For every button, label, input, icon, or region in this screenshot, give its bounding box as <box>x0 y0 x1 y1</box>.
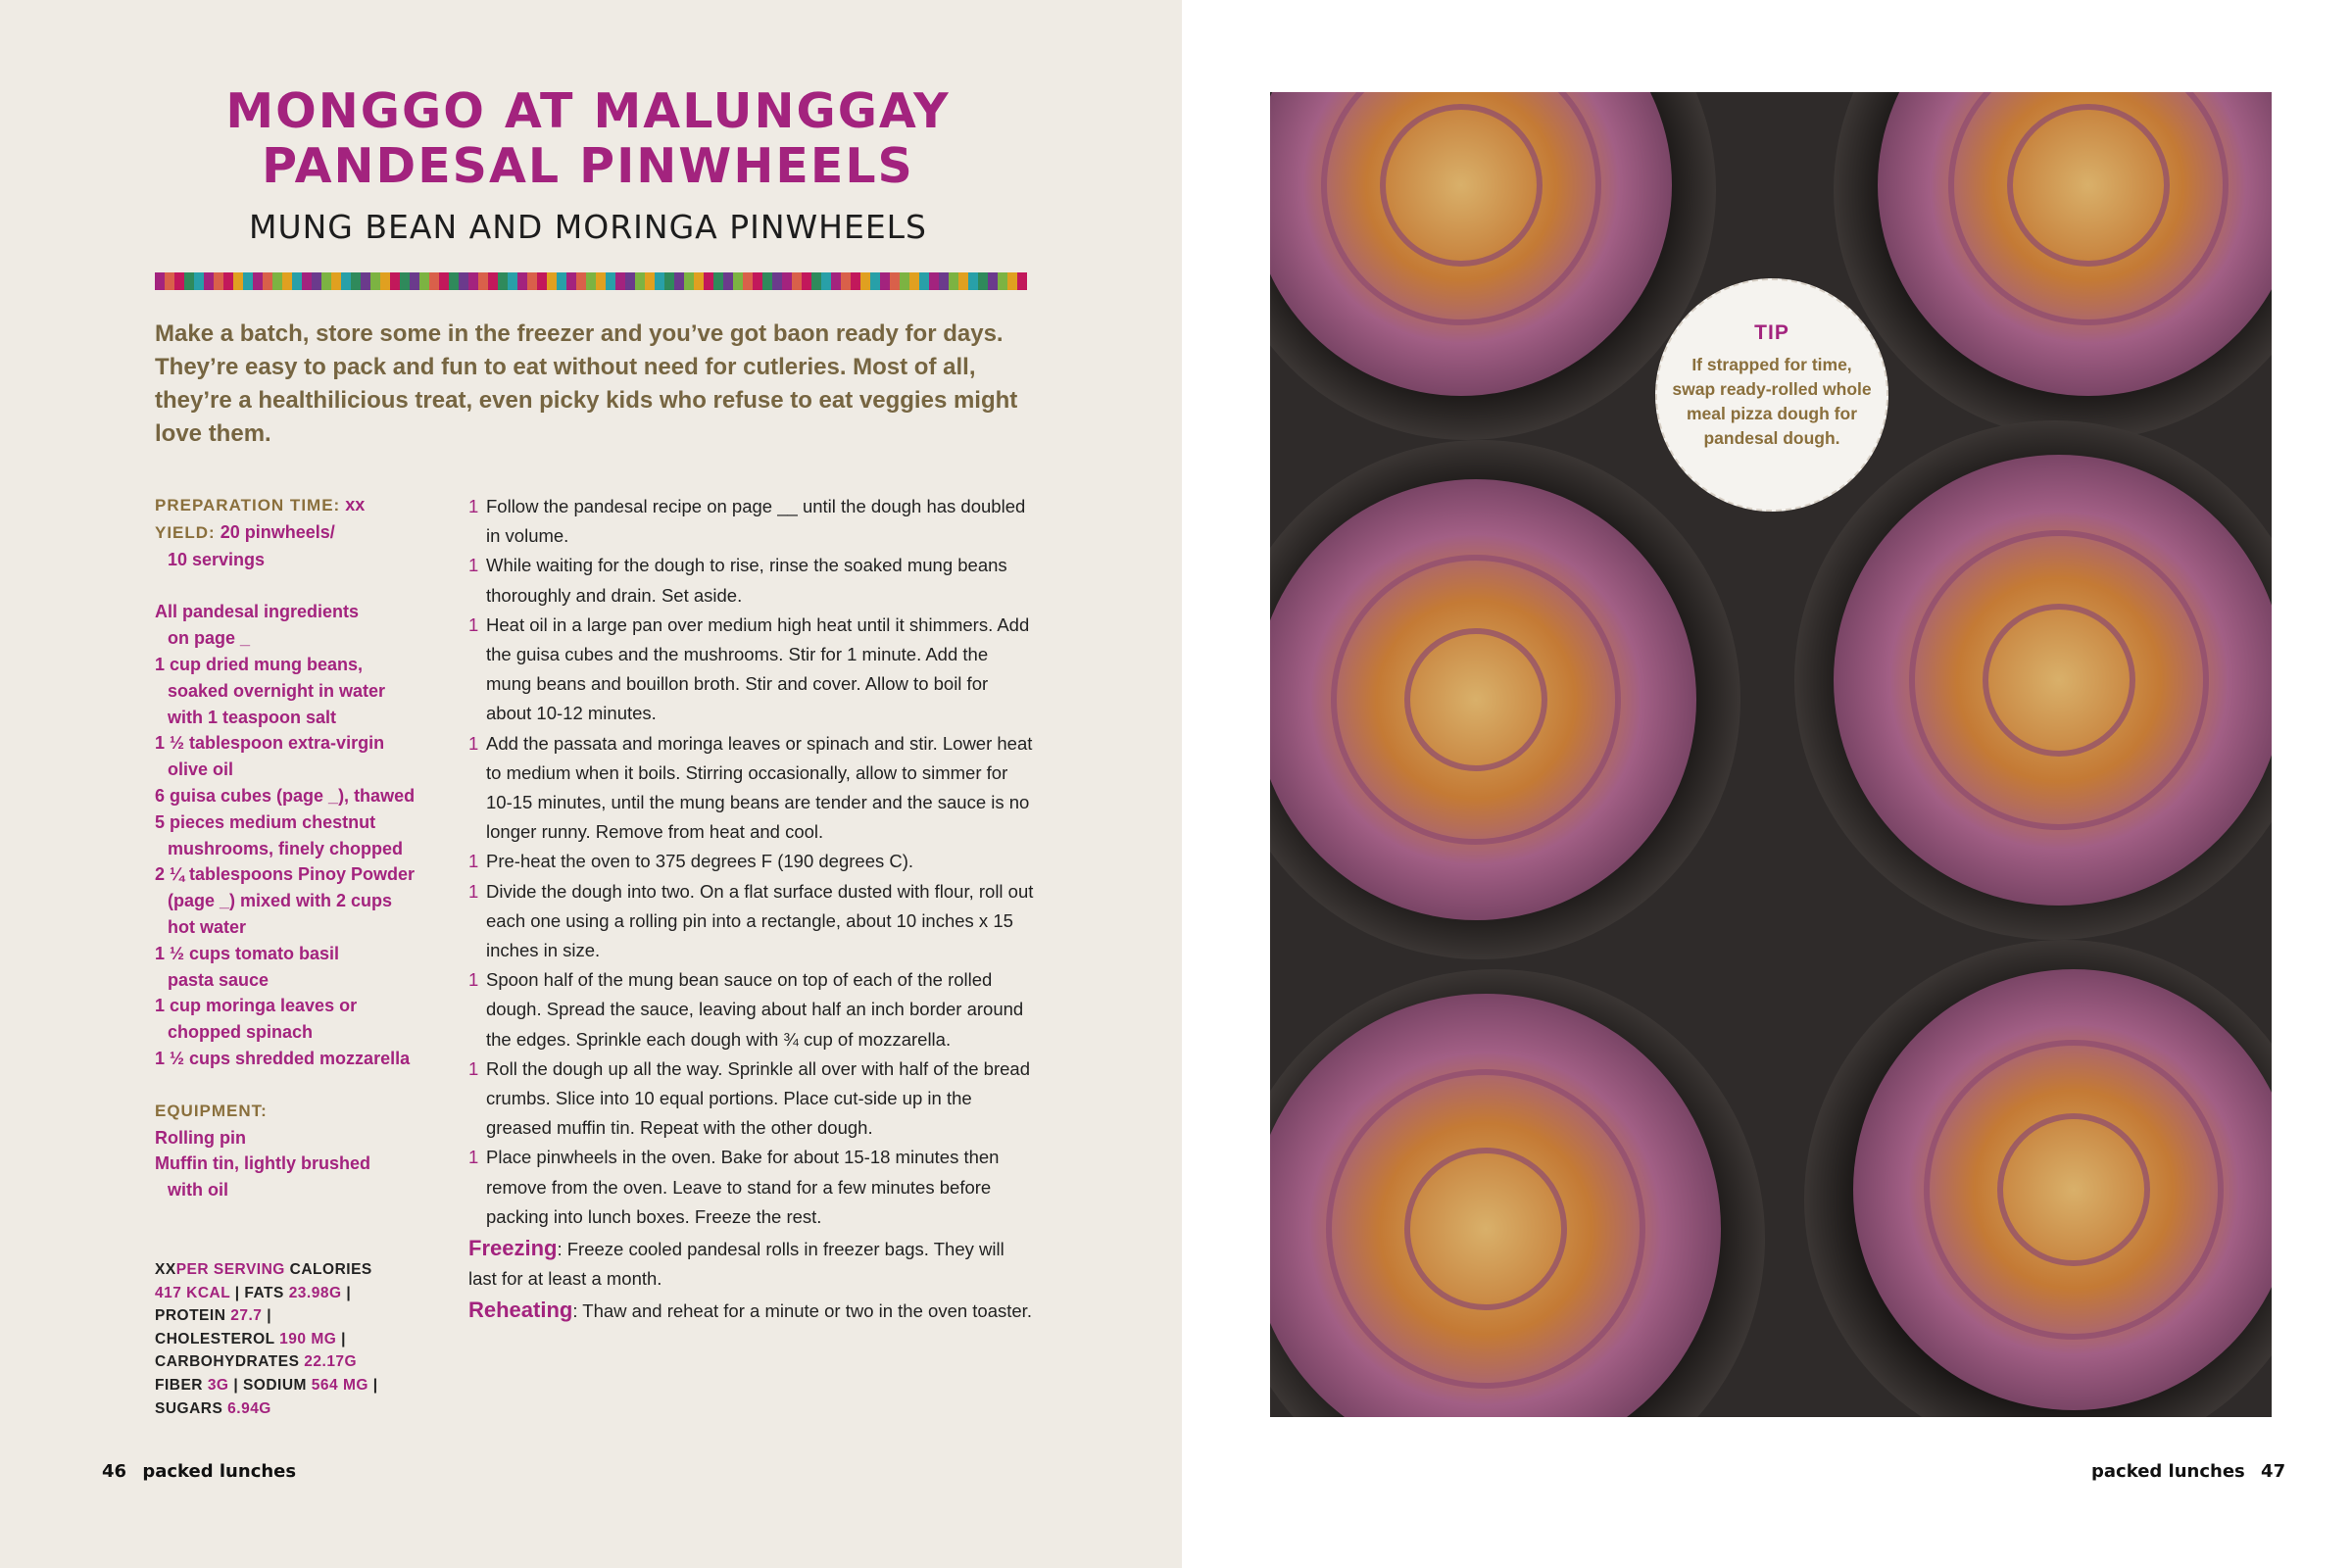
step-text: While waiting for the dough to rise, rinse the soaked mung beans thoroughly and drain. Set aside. <box>486 555 1007 606</box>
ingredient-line: 1 ½ cups shredded mozzarella <box>155 1048 411 1068</box>
nutrition-per-serving: PER SERVING <box>175 1261 285 1278</box>
equipment-line: Rolling pin <box>155 1127 246 1148</box>
ingredient-line: 6 guisa cubes (page _), thawed <box>155 785 416 806</box>
cholesterol-value: 190 MG <box>279 1330 337 1348</box>
tip-text: If strapped for time, swap ready-rolled whole meal pizza dough for pandesal dough. <box>1672 355 1872 448</box>
recipe-title-line-1: MONGGO AT MALUNGGAY <box>225 83 951 139</box>
nutrition-prefix: XX <box>155 1261 176 1278</box>
step-number: 1 <box>468 496 479 516</box>
nutrition-panel: XXPER SERVING CALORIES 417 KCAL | FATS 23.98G | PROTEIN 27.7 | CHOLESTEROL 190 MG | CARBOHYDRATES 22.17G FIBER 3G | SODIUM 564 MG | SUGARS 6.94G <box>155 1261 378 1417</box>
freezing-label: Freezing <box>468 1236 558 1261</box>
sodium-label: SODIUM <box>242 1376 307 1394</box>
recipe-title-line-2: PANDESAL PINWHEELS <box>262 138 914 194</box>
page-number-right: 47 <box>2261 1461 2286 1482</box>
ingredient-line: 1 cup moringa leaves or <box>155 996 358 1016</box>
step-number: 1 <box>468 969 479 991</box>
method-step <box>468 847 1037 876</box>
recipe-subtitle: MUNG BEAN AND MORINGA PINWHEELS <box>249 208 927 246</box>
equipment-line-cont: with oil <box>168 1180 228 1200</box>
fats-value: 23.98G <box>288 1284 342 1301</box>
yield-value: 20 pinwheels/ <box>220 521 335 542</box>
running-footer-right: packed lunches <box>2091 1461 2245 1482</box>
recipe-title <box>147 84 1029 194</box>
page-number-left: 46 <box>102 1461 127 1482</box>
carbs-value: 22.17G <box>304 1353 358 1371</box>
sugars-value: 6.94G <box>227 1399 271 1417</box>
ingredient-line: 2 ¼ tablespoons Pinoy Powder <box>155 864 416 885</box>
step-number: 1 <box>468 880 479 902</box>
freezing-text: : Freeze cooled pandesal rolls in freezer bags. They will last for at least a month. <box>468 1239 1004 1290</box>
carbs-label: CARBOHYDRATES <box>155 1353 300 1371</box>
method-step <box>468 1143 1037 1232</box>
ingredient-line-cont: hot water <box>168 916 247 937</box>
prep-time-label: PREPARATION TIME: <box>155 496 341 514</box>
reheating-label: Reheating <box>468 1298 573 1323</box>
method-step <box>468 729 1037 848</box>
step-number: 1 <box>468 613 479 635</box>
protein-value: 27.7 <box>230 1307 263 1325</box>
equipment-line: Muffin tin, lightly brushed <box>155 1153 370 1174</box>
step-text: Place pinwheels in the oven. Bake for about 15-18 minutes then remove from the oven. Leave to stand for a few minutes before packing into lunch boxes. Freeze the rest. <box>486 1147 1000 1227</box>
ingredients-sidebar <box>155 492 449 1203</box>
step-number: 1 <box>468 851 479 872</box>
ingredient-line: All pandesal ingredients <box>155 602 360 622</box>
ingredient-line-cont: chopped spinach <box>168 1022 314 1043</box>
method-step <box>468 1054 1037 1144</box>
cholesterol-label: CHOLESTEROL <box>155 1330 275 1348</box>
prep-time-value: xx <box>345 495 366 514</box>
step-text: Pre-heat the oven to 375 degrees F (190 degrees C). <box>486 851 914 872</box>
method-step <box>468 492 1037 551</box>
step-text: Add the passata and moringa leaves or spinach and stir. Lower heat to medium when it boils. Stirring occasionally, allow to simmer for 10-15 minutes, until the mung beans are tender and the sauce is no longer runny. Remove from heat and cool. <box>486 732 1033 843</box>
yield <box>155 519 449 547</box>
step-number: 1 <box>468 555 479 576</box>
method-step <box>468 877 1037 966</box>
step-text: Follow the pandesal recipe on page __ until the dough has doubled in volume. <box>486 496 1026 547</box>
ingredient-line-cont: soaked overnight in water <box>168 680 386 701</box>
ingredient-line-cont: (page _) mixed with 2 cups <box>168 891 393 911</box>
prep-time <box>155 492 449 519</box>
tip-title: TIP <box>1754 321 1789 344</box>
ingredient-line: 5 pieces medium chestnut <box>155 811 376 832</box>
fats-label: FATS <box>244 1284 284 1301</box>
ingredient-line-cont: mushrooms, finely chopped <box>168 838 404 858</box>
sodium-value: 564 MG <box>311 1376 368 1394</box>
reheating-text: : Thaw and reheat for a minute or two in the oven toaster. <box>572 1300 1032 1322</box>
ingredients-list <box>155 599 449 1071</box>
yield-value-cont: 10 servings <box>168 549 266 569</box>
equipment-list <box>155 1125 449 1203</box>
ingredient-line-cont: with 1 teaspoon salt <box>168 707 337 727</box>
method-step <box>468 611 1037 729</box>
ingredient-line-cont: olive oil <box>168 760 234 780</box>
method-step <box>468 965 1037 1054</box>
running-footer-left: packed lunches <box>142 1461 297 1482</box>
reheating-note <box>468 1296 1037 1326</box>
calories-label: CALORIES <box>289 1261 372 1278</box>
step-text: Spoon half of the mung bean sauce on top of each of the rolled dough. Spread the sauce, leaving about half an inch border around the edges. Sprinkle each dough with ¾ cup of mozzarella. <box>486 969 1024 1050</box>
ingredient-line: 1 ½ cups tomato basil <box>155 943 340 963</box>
folio-right <box>2091 1461 2295 1482</box>
step-number: 1 <box>468 732 479 754</box>
decorative-pattern-band <box>155 272 1027 290</box>
equipment-label: EQUIPMENT: <box>155 1101 268 1120</box>
fiber-label: FIBER <box>155 1376 203 1394</box>
yield-label: YIELD: <box>155 522 216 542</box>
step-number: 1 <box>468 1147 479 1168</box>
ingredient-line: 1 cup dried mung beans, <box>155 654 364 674</box>
sugars-label: SUGARS <box>155 1399 223 1417</box>
ingredient-line-cont: on page _ <box>168 628 251 649</box>
intro-paragraph: Make a batch, store some in the freezer and you’ve got baon ready for days. They’re easy to pack and fun to eat without need for cutleries. Most of all, they’re a healthilicious treat, even picky kids who refuse to eat veggies might love them. <box>155 320 1018 447</box>
method-step <box>468 551 1037 610</box>
freezing-note <box>468 1234 1037 1294</box>
step-number: 1 <box>468 1057 479 1079</box>
step-text: Divide the dough into two. On a flat surface dusted with flour, roll out each one using a rolling pin into a rectangle, about 10 inches x 15 inches in size. <box>486 880 1034 961</box>
step-text: Heat oil in a large pan over medium high heat until it shimmers. Add the guisa cubes and the mushrooms. Stir for 1 minute. Add the mung beans and bouillon broth. Stir and cover. Allow to boil for about 10-12 minutes. <box>486 613 1030 724</box>
ingredient-line-cont: pasta sauce <box>168 969 270 990</box>
method-column <box>468 492 1037 1327</box>
calories-value: 417 KCAL <box>155 1284 230 1301</box>
tip-callout <box>1655 278 1888 512</box>
fiber-value: 3G <box>207 1376 229 1394</box>
ingredient-line: 1 ½ tablespoon extra-virgin <box>155 733 385 754</box>
method-steps <box>468 492 1037 1232</box>
folio-left <box>92 1461 296 1482</box>
protein-label: PROTEIN <box>155 1307 226 1325</box>
step-text: Roll the dough up all the way. Sprinkle all over with half of the bread crumbs. Slice into 10 equal portions. Place cut-side up in the greased muffin tin. Repeat with the other dough. <box>486 1057 1030 1139</box>
